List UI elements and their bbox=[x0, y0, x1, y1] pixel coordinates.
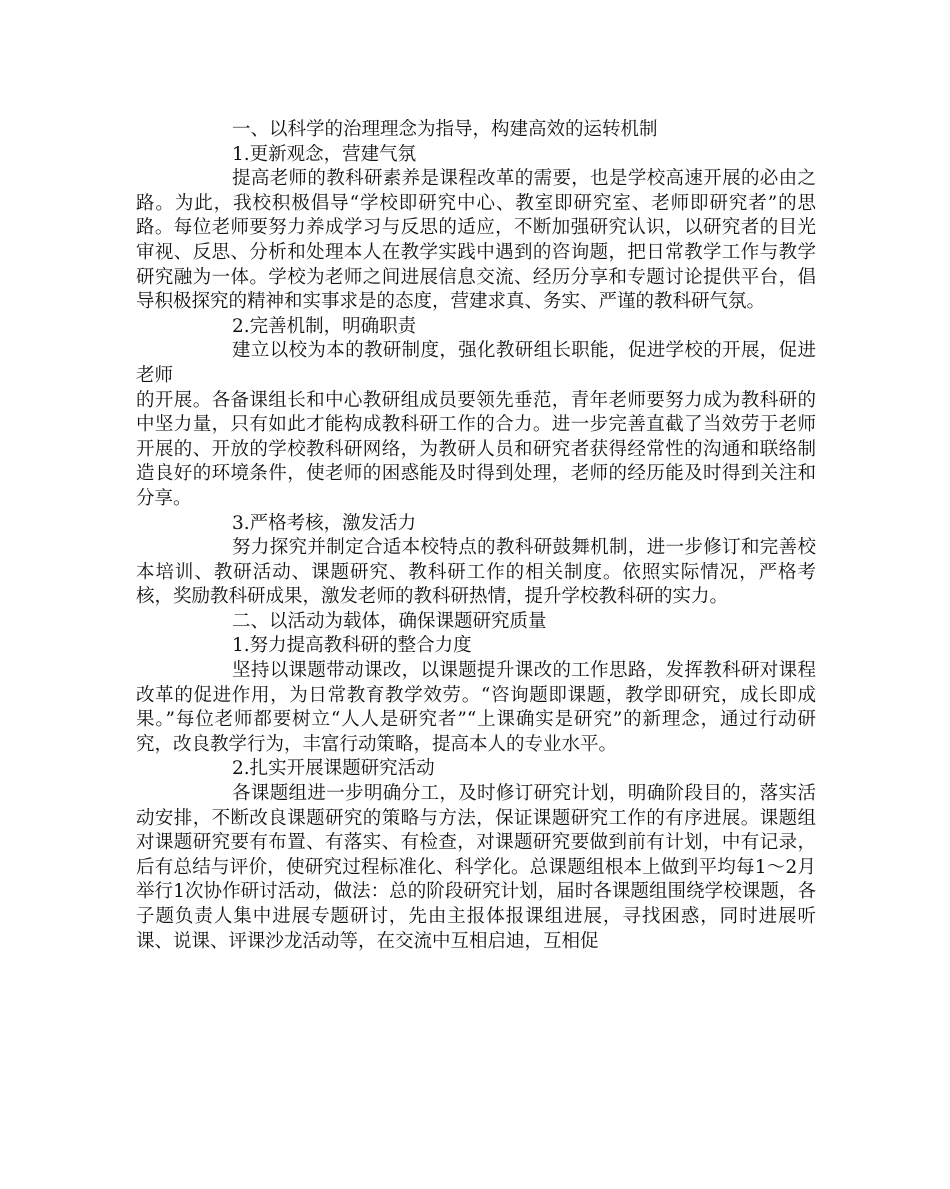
subheading-1-2: 2.完善机制，明确职责 bbox=[232, 315, 417, 337]
body-paragraph: 坚持以课题带动课改，以课题提升课改的工作思路，发挥教科研对课程改革的促进作用，为日常教育教学效劳。“咨询题即课题，教学即研究，成长即成果。”每位老师都要树立“人人是研究者”“上课确实是研究”的新理念，通过行动研究，改良教学行为，丰富行动策略，提高本人的专业水平。 bbox=[136, 660, 816, 755]
subheading-1-3: 3.严格考核，激发活力 bbox=[232, 512, 417, 534]
body-paragraph-continued: 的开展。各备课组长和中心教研组成员要领先垂范，青年老师要努力成为教科研的中坚力量，只有如此才能构成教科研工作的合力。进一步完善直截了当效劳于老师开展的、开放的学校教科研网络，为教研人员和研究者获得经常性的沟通和联络制造良好的环境条件，使老师的困惑能及时得到处理，老师的经历能及时得到关注和分享。 bbox=[136, 389, 816, 509]
subheading-2-2: 2.扎实开展课题研究活动 bbox=[232, 758, 435, 780]
document-body bbox=[136, 118, 816, 954]
section-heading-2: 二、以活动为载体，确保课题研究质量 bbox=[232, 610, 547, 632]
section-heading-1: 一、以科学的治理理念为指导，构建高效的运转机制 bbox=[232, 119, 658, 140]
subheading-1-1: 1.更新观念，营建气氛 bbox=[232, 143, 417, 165]
body-paragraph: 努力探究并制定合适本校特点的教科研鼓舞机制，进一步修订和完善校本培训、教研活动、课题研究、教科研工作的相关制度。依照实际情况，严格考核，奖励教科研成果，激发老师的教科研热情，提升学校教科研的实力。 bbox=[136, 537, 816, 608]
body-paragraph: 建立以校为本的教研制度，强化教研组长职能，促进学校的开展，促进老师 bbox=[136, 340, 816, 386]
body-paragraph: 提高老师的教科研素养是课程改革的需要，也是学校高速开展的必由之路。为此，我校积极倡导“学校即研究中心、教室即研究室、老师即研究者”的思路。每位老师要努力养成学习与反思的适应，不断加强研究认识，以研究者的目光审视、反思、分析和处理本人在教学实践中遇到的咨询题，把日常教学工作与教学研究融为一体。学校为老师之间进展信息交流、经历分享和专题讨论提供平台，倡导积极探究的精神和实事求是的态度，营建求真、务实、严谨的教科研气氛。 bbox=[136, 168, 816, 313]
subheading-2-1: 1.努力提高教科研的整合力度 bbox=[232, 635, 472, 657]
body-paragraph: 各课题组进一步明确分工，及时修订研究计划，明确阶段目的，落实活动安排，不断改良课题研究的策略与方法，保证课题研究工作的有序进展。课题组对课题研究要有布置、有落实、有检查，对课题研究要做到前有计划，中有记录，后有总结与评价，使研究过程标准化、科学化。总课题组根本上做到平均每1～2月举行1次协作研讨活动，做法：总的阶段研究计划，届时各课题组围绕学校课题，各子题负责人集中进展专题研讨，先由主报体报课组进展，寻找困惑，同时进展听课、说课、评课沙龙活动等，在交流中互相启迪，互相促 bbox=[136, 783, 816, 952]
